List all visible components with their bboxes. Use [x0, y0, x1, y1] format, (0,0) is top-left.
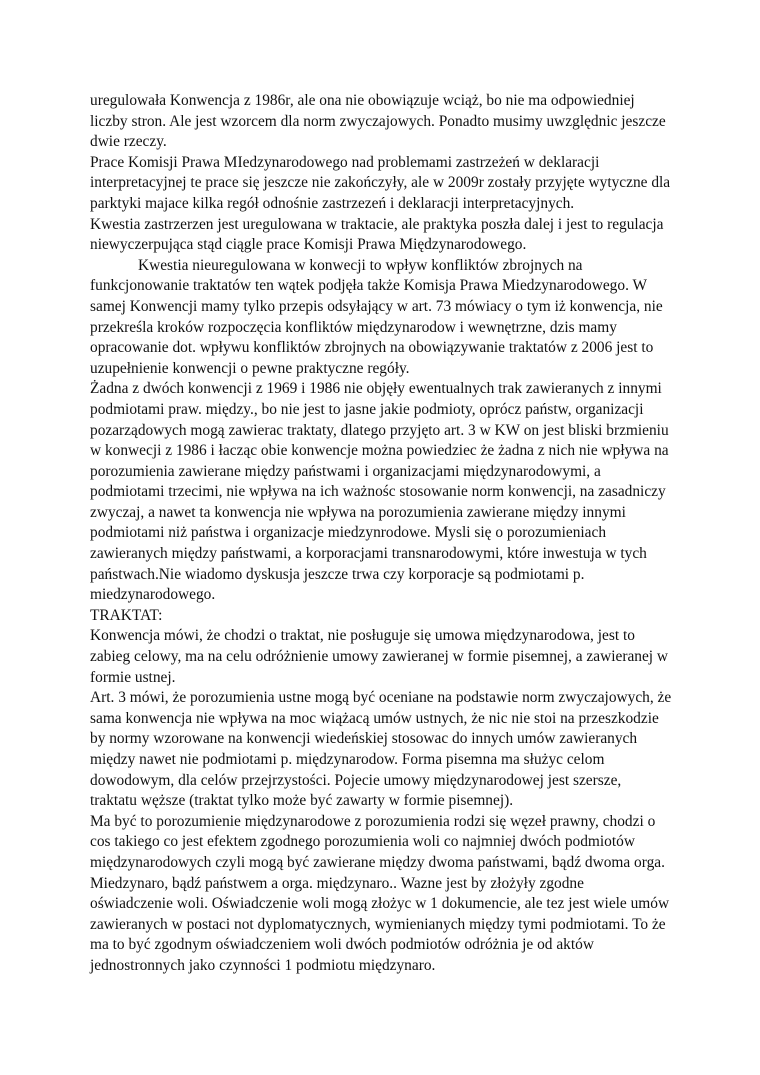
section-heading — [90, 606, 675, 627]
text-line: międzynarodowych czyli mogą być zawierane między dwoma państwami, bądź dwoma orga. — [90, 853, 665, 871]
text-line: w konwecji z 1986 i łacząc obie konwencje można powiedziec że żadna z nich nie wpływa na — [90, 442, 669, 460]
text-line: miedzynarodowego. — [90, 586, 216, 604]
text-line: między nawet nie podmiotami p. międzynarodow. Forma pisemna ma służyc celom — [90, 751, 605, 768]
heading-text: TRAKTAT: — [90, 606, 163, 624]
text-line: sama konwencja nie wpływa na moc wiążacą umów ustnych, że nic nie stoi na przeszkodzie — [90, 709, 659, 727]
text-line: Prace Komisji Prawa MIedzynarodowego nad problemami zastrzeżeń w deklaracji — [90, 153, 600, 171]
text-line: samej Konwencji mamy tylko przepis odsyłający w art. 73 mówiacy o tym iż konwencja, nie — [90, 297, 663, 315]
text-line: podmiotami trzecimi, nie wpływa na ich ważnośc stosowanie norm konwencji, na zasadniczy — [90, 483, 666, 501]
paragraph — [90, 153, 675, 215]
paragraph — [90, 256, 675, 380]
text-line: liczby stron. Ale jest wzorcem dla norm zwyczajowych. Ponadto musimy uwzględnic jeszcze — [90, 112, 666, 130]
text-line: porozumienia zawierane między państwami i organizacjami międzynarodowymi, a — [90, 462, 601, 480]
text-line: cos takiego co jest efektem zgodnego porozumienia woli co najmniej dwóch podmiotów — [90, 833, 635, 851]
text-line: państwach.Nie wiadomo dyskusja jeszcze trwa czy korporacje są podmiotami p. — [90, 565, 585, 583]
text-line: podmiotami niż państwa i organizacje miedzynrodowe. Mysli się o porozumieniach — [90, 524, 607, 542]
text-line: Kwestia nieuregulowana w konwecji to wpływ konfliktów zbrojnych na — [138, 256, 583, 274]
paragraph — [90, 688, 675, 812]
text-line: interpretacyjnej te prace się jeszcze nie zakończyły, ale w 2009r zostały przyjęte wytyczne dla — [90, 174, 671, 192]
text-line: dowodowym, dla celów przejrzystości. Pojecie umowy międzynarodowej jest szersze, — [90, 771, 622, 789]
text-line: ma to być zgodnym oświadczeniem woli dwóch podmiotów odróżnia je od aktów — [90, 936, 594, 954]
text-line: Ma być to porozumienie międzynarodowe z porozumienia rodzi się węzeł prawny, chodzi o — [90, 812, 656, 830]
text-line: oświadczenie woli. Oświadczenie woli mogą złożyc w 1 dokumencie, ale tez jest wiele umów — [90, 895, 670, 913]
text-line: zabieg celowy, ma na celu odróżnienie umowy zawieranej w formie pisemnej, a zawieranej w — [90, 648, 669, 666]
text-line: jednostronnych jako czynności 1 podmiotu międzynaro. — [90, 956, 436, 974]
text-line: parktyki majace kilka regół odnośnie zastrzezeń i deklaracji interpretacyjnych. — [90, 194, 575, 212]
text-line: by normy wzorowane na konwencji wiedeńskiej stosowac do innych umów zawieranych — [90, 730, 638, 748]
text-line: zawieranych między państwami, a korporacjami transnarodowymi, które inwestuja w tych — [90, 545, 647, 563]
text-line: traktatu węższe (traktat tylko może być zawarty w formie pisemnej). — [90, 792, 514, 810]
text-line: formie ustnej. — [90, 668, 176, 686]
paragraph — [90, 91, 675, 153]
text-line: uzupełnienie konwencji o pewne praktyczne regóły. — [90, 359, 410, 377]
document-body — [90, 91, 675, 977]
paragraph — [90, 215, 675, 256]
text-line: zwyczaj, a nawet ta konwencja nie wpływa na porozumienia zawierane między innymi — [90, 503, 626, 521]
text-line: Art. 3 mówi, że porozumienia ustne mogą być oceniane na podstawie norm zwyczajowych, że — [90, 689, 672, 707]
paragraph — [90, 812, 675, 977]
text-line: niewyczerpująca stąd ciągle prace Komisji Prawa Międzynarodowego. — [90, 236, 527, 254]
text-line: Kwestia zastrzerzen jest uregulowana w traktacie, ale praktyka poszła dalej i jest to regulacja — [90, 215, 664, 233]
text-line: Konwencja mówi, że chodzi o traktat, nie posługuje się umowa międzynarodowa, jest to — [90, 627, 635, 645]
text-line: zawieranych w postaci not dyplomatycznych, wymienianych między tymi podmiotami. To że — [90, 915, 666, 933]
text-line: przekreśla kroków rozpoczęcia konfliktów międzynarodow i wewnętrzne, dzis mamy — [90, 318, 617, 336]
text-line: uregulowała Konwencja z 1986r, ale ona nie obowiązuje wciąż, bo nie ma odpowiedniej — [90, 92, 635, 109]
text-line: opracowanie dot. wpływu konfliktów zbrojnych na obowiązywanie traktatów z 2006 jest to — [90, 339, 654, 357]
text-line: Miedzynaro, bądź państwem a orga. międzynaro.. Wazne jest by złożyły zgodne — [90, 874, 584, 892]
paragraph — [90, 626, 675, 688]
text-line: funkcjonowanie traktatów ten wątek podjęła także Komisja Prawa Miedzynarodowego. W — [90, 277, 648, 295]
paragraph — [90, 379, 675, 606]
text-line: Żadna z dwóch konwencji z 1969 i 1986 nie objęły ewentualnych trak zawieranych z innymi — [90, 380, 662, 398]
text-line: dwie rzeczy. — [90, 133, 167, 151]
text-line: pozarządowych mogą zawierac traktaty, dlatego przyjęto art. 3 w KW on jest bliski brzmieniu — [90, 421, 669, 439]
text-line: podmiotami praw. między., bo nie jest to jasne jakie podmioty, oprócz państw, organizacji — [90, 400, 644, 418]
